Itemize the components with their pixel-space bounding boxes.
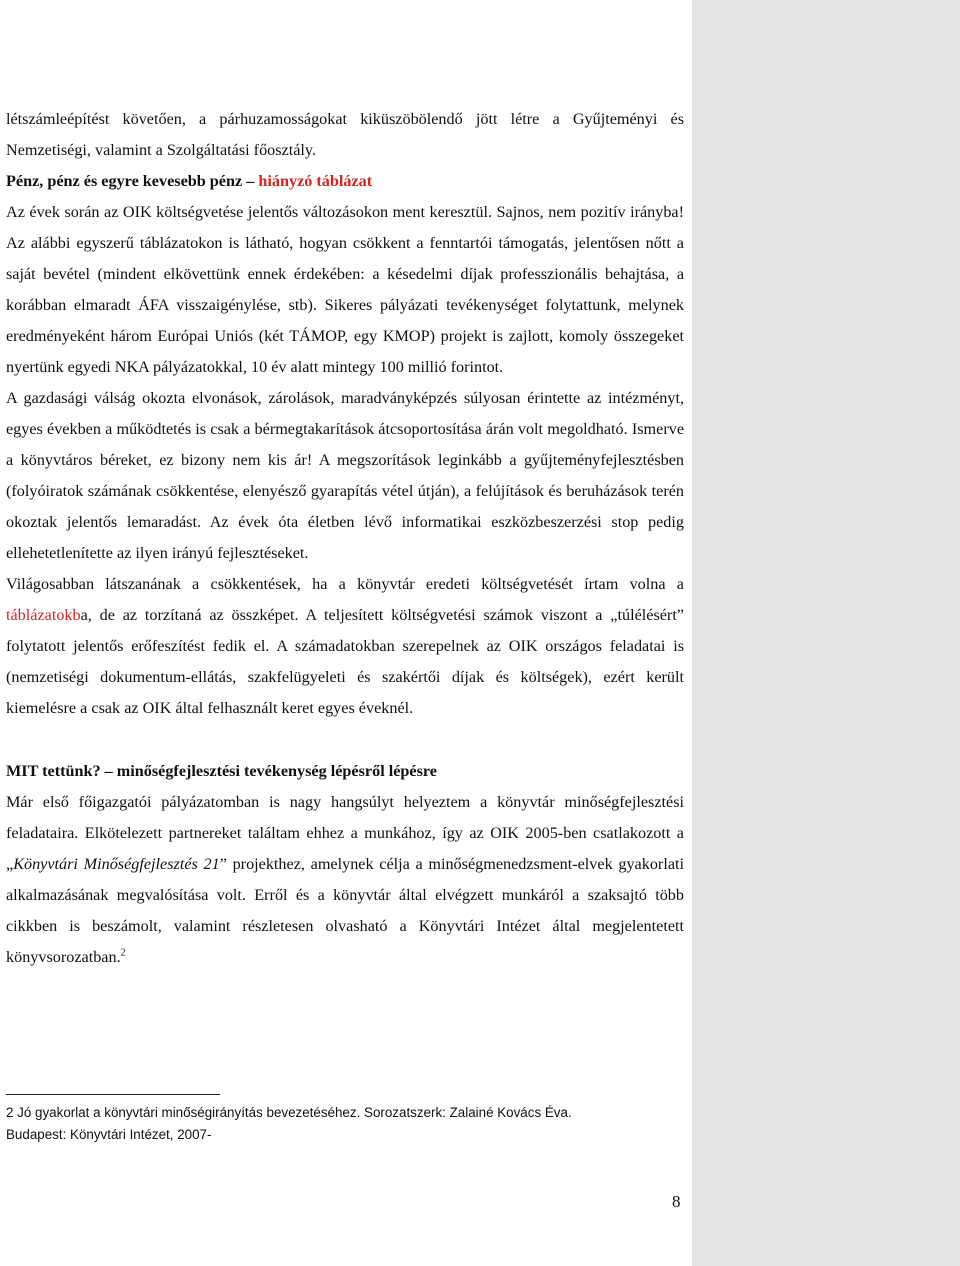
quality-text-a: Már első főigazgatói pályázatomban is nagy hangsúlyt helyeztem a könyvtár minőségfejlesztési feladataira. Elkötelezett partnereket találtam ehhez a munkához, így az OIK 2005-ben csatlakozott a „ xyxy=(6,793,684,873)
section-heading-budget xyxy=(6,166,684,197)
footnote-line-1: 2 Jó gyakorlat a könyvtári minőségirányítás bevezetéséhez. Sorozatszerk: Zalainé Kovács Éva. xyxy=(6,1105,572,1120)
tables-text-a: Világosabban látszanának a csökkentések, ha a könyvtár eredeti költségvetését írtam volna a xyxy=(6,575,684,593)
paragraph-budget: Az évek során az OIK költségvetése jelentős változásokon ment keresztül. Sajnos, nem pozitív irányba! Az alábbi egyszerű táblázatokon is látható, hogyan csökkent a fenntartói támogatás, jelentősen nőtt a saját bevétel (mindent elkövettünk ennek érdekében: a késedelmi díjak professzionális behajtása, a korábban elmaradt ÁFA visszaigénylése, stb). Sikeres pályázati tevékenységet folytattunk, melynek eredményeként három Európai Uniós (két TÁMOP, egy KMOP) projekt is zajlott, komoly összegeket nyertünk egyedi NKA pályázatokkal, 10 év alatt mintegy 100 millió forintot. xyxy=(6,203,684,376)
footnote-line-2: Budapest: Könyvtári Intézet, 2007- xyxy=(6,1127,212,1142)
missing-table-note: hiányzó táblázat xyxy=(258,172,373,190)
tables-text-b: a, de az torzítaná az összképet. A teljesített költségvetési számok viszont a „túlélésért” folytatott jelentős erőfeszítést fedik el. A számadatokban szerepelnek az OIK országos feladatai is (nemzetiségi dokumentum-ellátás, szakfelügyeleti és szakértői díjak és költségek), ezért került kiemelésre a csak az OIK által felhasznált keret egyes éveknél. xyxy=(6,606,684,717)
project-title: Könyvtári Minőségfejlesztés 21 xyxy=(13,855,220,873)
page-number: 8 xyxy=(672,1192,681,1211)
quality-text-b: ” projekthez, amelynek célja a minőségmenedzsment-elvek gyakorlati alkalmazásának megvalósítása volt. Erről és a könyvtár által elvégzett munkáról a szaksajtó több cikkben is beszámolt, valamint részletesen olvasható a Könyvtári Intézet által megjelentetett könyvsorozatban. xyxy=(6,855,684,966)
footnote xyxy=(6,1102,686,1146)
tables-red-word: táblázatokb xyxy=(6,606,81,624)
paragraph-tables xyxy=(6,569,684,724)
paragraph-quality xyxy=(6,787,684,973)
footnote-separator xyxy=(6,1094,220,1095)
paragraph-crisis: A gazdasági válság okozta elvonások, zárolások, maradványképzés súlyosan érintette az intézményt, egyes években a működtetés is csak a bérmegtakarítások átcsoportosítása árán volt megoldható. Ismerve a könyvtáros béreket, ez bizony nem kis ár! A megszorítások leginkább a gyűjteményfejlesztésben (folyóiratok számának csökkentése, elenyésző gyarapítás vétel útján), a felújítások és beruházások terén okoztak jelentős lemaradást. Az évek óta életben lévő informatikai eszközbeszerzési stop pedig ellehetetlenítette az ilyen irányú fejlesztéseket. xyxy=(6,389,684,562)
comment-pane xyxy=(692,0,960,1266)
document-body xyxy=(6,104,684,973)
paragraph-gap xyxy=(6,724,684,756)
paragraph-intro: létszámleépítést követően, a párhuzamosságokat kiküszöbölendő jött létre a Gyűjteményi és Nemzetiségi, valamint a Szolgáltatási főosztály. xyxy=(6,110,684,159)
heading-bold-text: Pénz, pénz és egyre kevesebb pénz – xyxy=(6,172,259,190)
footnote-reference[interactable]: 2 xyxy=(120,947,126,959)
section-heading-quality: MIT tettünk? – minőségfejlesztési tevékenység lépésről lépésre xyxy=(6,762,437,780)
